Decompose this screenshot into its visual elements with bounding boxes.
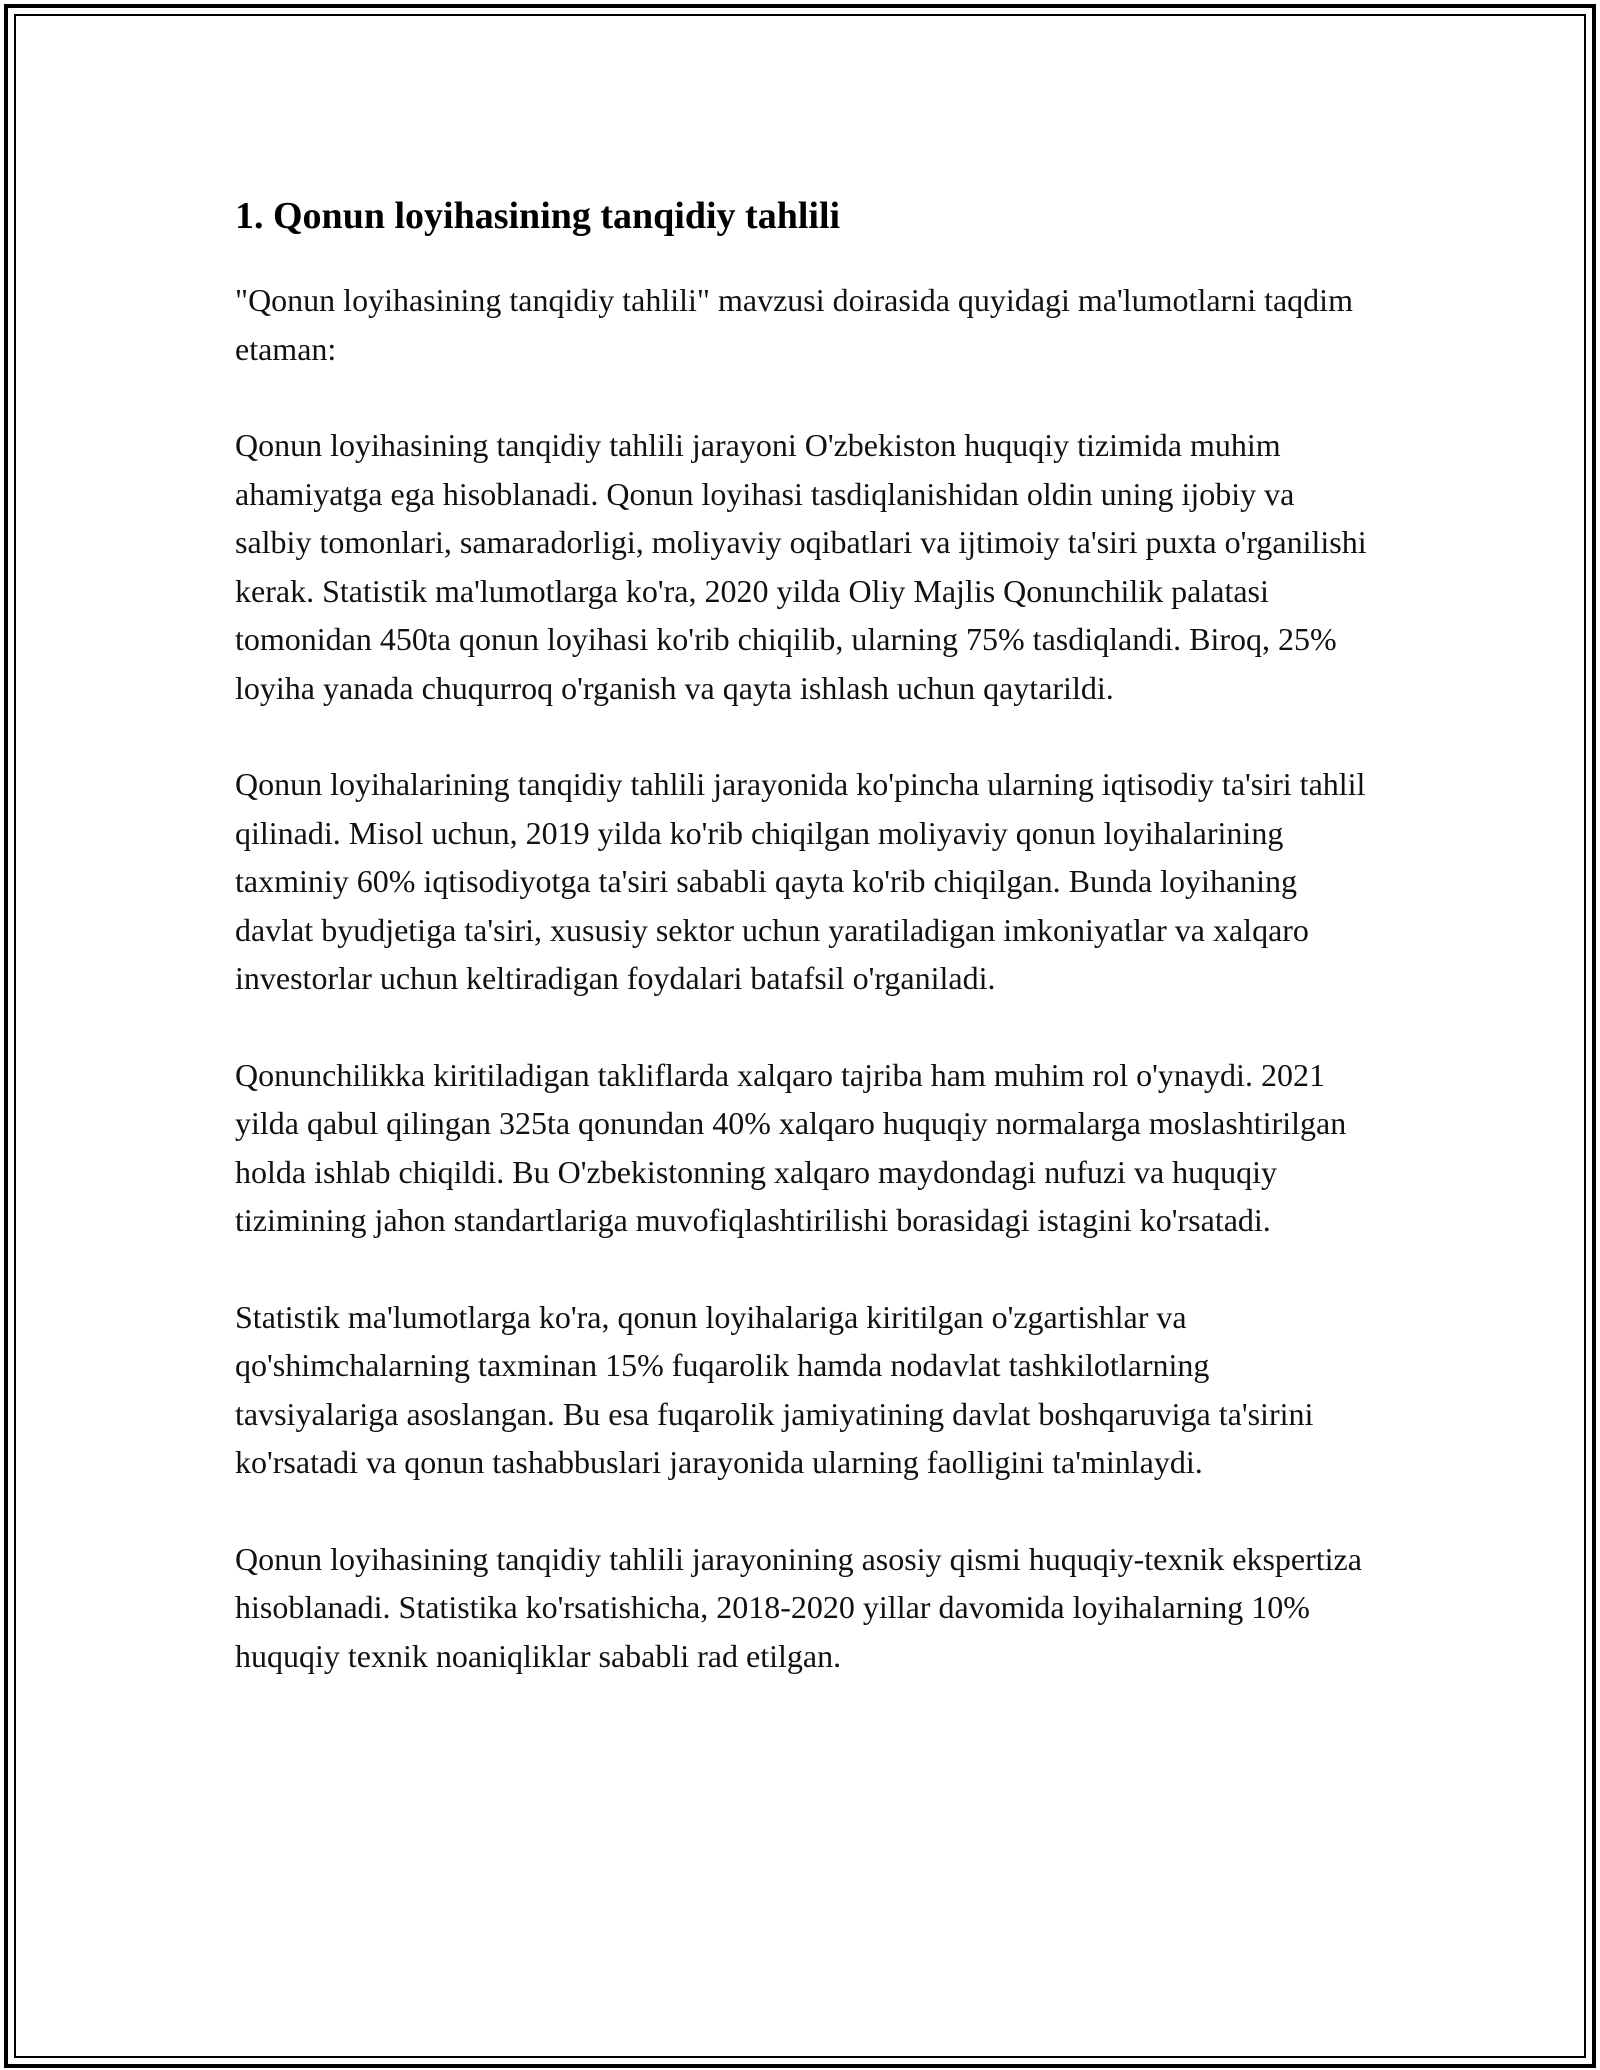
paragraph-economic-impact: Qonun loyihalarining tanqidiy tahlili jarayonida ko'pincha ularning iqtisodiy ta'siri tahlil qilinadi. Misol uchun, 2019 yilda ko'rib chiqilgan moliyaviy qonun loyihalarining taxminiy 60% iqtisodiyotga ta'siri sababli qayta ko'rib chiqilgan. Bunda loyihaning davlat byudjetiga ta'siri, xususiy sektor uchun yaratiladigan imkoniyatlar va xalqaro investorlar uchun keltiradigan foydalari batafsil o'rganiladi. [235, 766, 1366, 996]
paragraph-civil-society: Statistik ma'lumotlarga ko'ra, qonun loyihalariga kiritilgan o'zgartishlar va qo'shimchalarning taxminan 15% fuqarolik hamda nodavlat tashkilotlarning tavsiyalariga asoslangan. Bu esa fuqarolik jamiyatining davlat boshqaruviga ta'sirini ko'rsatadi va qonun tashabbuslari jarayonida ularning faolligini ta'minlaydi. [235, 1298, 1314, 1480]
paragraph-legal-technical-expertise: Qonun loyihasining tanqidiy tahlili jarayonining asosiy qismi huquqiy-texnik ekspertiza hisoblanadi. Statistika ko'rsatishicha, 2018-2020 yillar davomida loyihalarning 10% huquqiy texnik noaniqliklar sababli rad etilgan. [235, 1540, 1362, 1674]
document-body [235, 186, 1375, 1680]
section-heading: 1. Qonun loyihasining tanqidiy tahlili [235, 195, 841, 237]
intro-paragraph: "Qonun loyihasining tanqidiy tahlili" mavzusi doirasida quyidagi ma'lumotlarni taqdim etaman: [235, 282, 1353, 367]
paragraph-international-experience: Qonunchilikka kiritiladigan takliflarda xalqaro tajriba ham muhim rol o'ynaydi. 2021 yilda qabul qilingan 325ta qonundan 40% xalqaro huquqiy normalarga moslashtirilgan holda ishlab chiqildi. Bu O'zbekistonning xalqaro maydondagi nufuzi va huquqiy tizimining jahon standartlariga muvofiqlashtirilishi borasidagi istagini ko'rsatadi. [235, 1056, 1347, 1238]
paragraph-legislative-review: Qonun loyihasining tanqidiy tahlili jarayoni O'zbekiston huquqiy tizimida muhim ahamiyatga ega hisoblanadi. Qonun loyihasi tasdiqlanishidan oldin uning ijobiy va salbiy tomonlari, samaradorligi, moliyaviy oqibatlari va ijtimoiy ta'siri puxta o'rganilishi kerak. Statistik ma'lumotlarga ko'ra, 2020 yilda Oliy Majlis Qonunchilik palatasi tomonidan 450ta qonun loyihasi ko'rib chiqilib, ularning 75% tasdiqlandi. Biroq, 25% loyiha yanada chuqurroq o'rganish va qayta ishlash uchun qaytarildi. [235, 427, 1367, 706]
